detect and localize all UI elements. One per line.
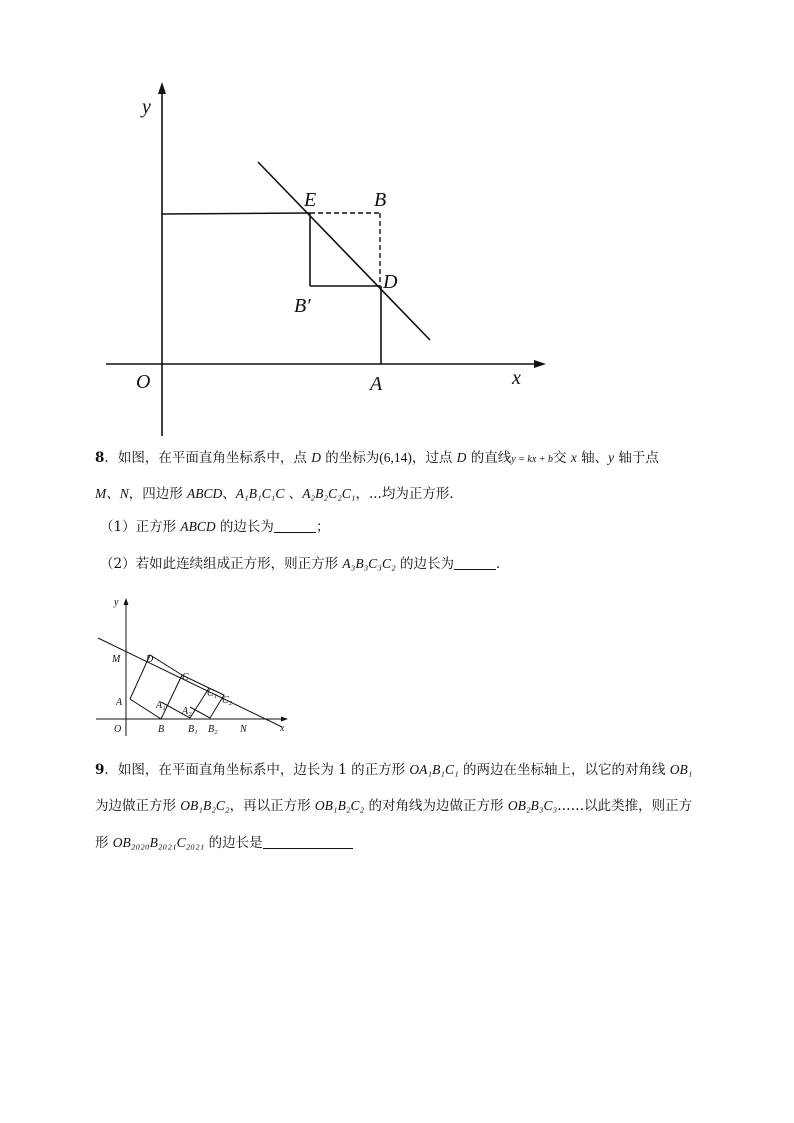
q8-coord: (6,14) (379, 450, 412, 465)
x-axis-arrow (534, 360, 546, 368)
fig2-label-c: C (182, 672, 189, 683)
q8-square-a1b1c1c: A₁B₁C₁C (235, 486, 285, 501)
fig2-x-arrow (281, 717, 288, 722)
fig2-label-b1: B₁ (188, 724, 198, 735)
fig2-y-arrow (124, 598, 129, 605)
q9-text: ，再以正方形 (229, 798, 315, 814)
q9-text: 形 (95, 835, 113, 851)
q9-text: 为边做正方形 (95, 798, 181, 814)
q9-text: 如图，在平面直角坐标系中，边长为 1 的正方形 (117, 762, 410, 778)
label-e: E (304, 189, 317, 211)
label-a: A (370, 373, 383, 395)
q8-points-mn: M、N (95, 486, 129, 501)
segment-top (162, 213, 310, 214)
q9-line-2 (95, 797, 692, 815)
q9-square-oa1b1c1: OA₁B₁C₁ (409, 762, 459, 777)
q8-part1-text: 的边长为 (215, 519, 274, 535)
q9-diagonal-ob1: OB₁ (669, 762, 693, 777)
q8-part2-square: A₃B₃C₃C₂ (342, 556, 396, 571)
q8-equation: y = kx + b (511, 454, 554, 465)
q8-text: ，...均为正方形． (355, 486, 463, 502)
label-origin: O (136, 371, 151, 393)
q9-square-ob1b2c2: OB₁B₂C₂ (180, 798, 230, 813)
fig2-label-y: y (114, 597, 119, 608)
fig2-label-b2: B₂ (208, 724, 218, 735)
fig2-label-m: M (112, 654, 121, 665)
fig2-label-o: O (114, 724, 122, 735)
q8-part1-text: ； (315, 519, 330, 535)
fig2-label-n: N (240, 724, 247, 735)
q8-part1-text: （1）正方形 (100, 519, 181, 535)
q8-text: 、 (284, 486, 303, 502)
label-b-prime: B′ (294, 295, 311, 317)
fig2-label-a1: A₁ (156, 700, 166, 711)
label-y-axis: y (142, 96, 151, 118)
q9-square-ob2020: OB₂₀₂₀B₂₀₂₁C₂₀₂₁ (112, 835, 205, 850)
q9-text: 的两边在坐标轴上，以它的对角线 (458, 762, 670, 778)
q8-part2-text: 的边长为 (395, 556, 454, 572)
fig2-label-a: A (116, 697, 123, 708)
q8-text: 、 (222, 486, 236, 502)
q8-part-2 (100, 555, 509, 573)
q8-text: ，过点 (411, 450, 457, 466)
q8-square-a2b2c2c1: A₂B₂C₂C₁ (302, 486, 356, 501)
label-x-axis: x (512, 367, 521, 389)
q8-part-1 (100, 518, 329, 536)
figure-2 (92, 590, 292, 740)
q8-part1-square: ABCD (180, 519, 216, 534)
q9-answer-blank[interactable] (263, 834, 353, 849)
q8-text: 的直线 (466, 450, 512, 466)
q8-var-x: x (570, 450, 577, 465)
q8-text: 轴于点 (614, 450, 659, 466)
q8-square-abcd: ABCD (187, 486, 223, 501)
q9-line-3 (95, 834, 353, 852)
q8-text: ，四边形 (128, 486, 188, 502)
q9-text: 的边长是 (204, 835, 263, 851)
q8-part2-text: （2）若如此连续组成正方形，则正方形 (100, 556, 343, 572)
fold-line (258, 162, 430, 340)
q8-point-d: D (311, 450, 321, 465)
label-b: B (374, 189, 387, 211)
q8-line-2 (95, 485, 463, 503)
fig2-label-d: D (146, 654, 154, 665)
q9-text: ……以此类推，则正方 (557, 798, 693, 814)
q9-number: 9 (95, 762, 105, 778)
q8-part2-text: ． (495, 556, 510, 572)
q8-text: 的坐标为 (320, 450, 380, 466)
y-axis-arrow (158, 82, 166, 94)
fig2-label-b: B (158, 724, 165, 735)
q8-var-y: y (608, 450, 615, 465)
q8-number: 8 (95, 450, 105, 466)
figure-2-svg (92, 590, 292, 740)
q8-text: 交 (553, 450, 571, 466)
q8-point-d: D (456, 450, 467, 465)
label-d: D (383, 271, 398, 293)
q8-part1-answer-blank[interactable] (274, 518, 316, 533)
q8-text: 如图，在平面直角坐标系中，点 (117, 450, 312, 466)
q9-square-ob1b2c2: OB₁B₂C₂ (314, 798, 365, 813)
figure-1-svg (100, 80, 560, 440)
q9-text: 的对角线为边做正方形 (364, 798, 508, 814)
fig2-label-a2: A₂ (182, 706, 192, 717)
q8-line-1: 8．如图，在平面直角坐标系中，点 D 的坐标为(6,14)，过点 D 的直线y = kx + b交 x 轴、y 轴于点 (95, 450, 659, 466)
fig2-label-c1: C₁ (207, 688, 218, 699)
q9-line-1: 9．如图，在平面直角坐标系中，边长为 1 的正方形 OA₁B₁C₁ 的两边在坐标轴上，以它的对角线 OB₁ (95, 762, 693, 778)
fig2-label-c2: C₂ (222, 695, 233, 706)
q8-text: 轴、 (576, 450, 609, 466)
q8-part2-answer-blank[interactable] (454, 555, 496, 570)
q9-square-ob2b3c3: OB₂B₃C₃ (507, 798, 558, 813)
fig2-label-x: x (280, 723, 285, 734)
figure-1 (100, 80, 560, 440)
